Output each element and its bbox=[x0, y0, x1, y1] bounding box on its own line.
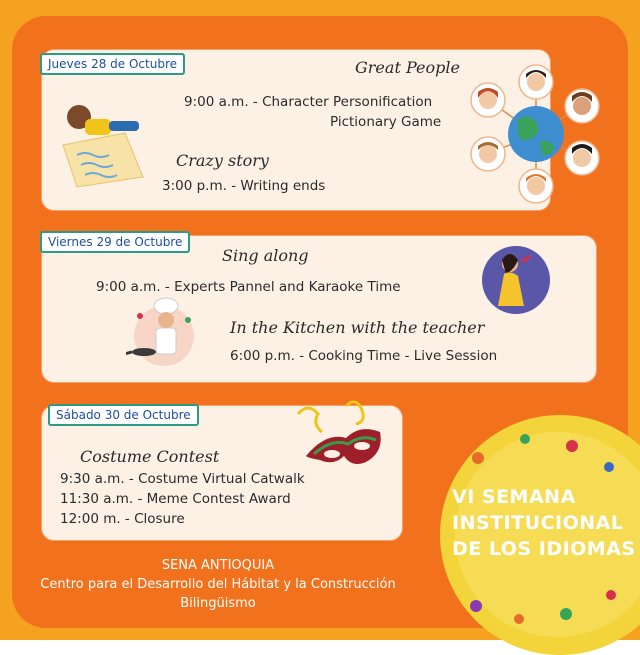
day1-event2-line: 3:00 p.m. - Writing ends bbox=[162, 178, 326, 194]
day1-event1-line2: Pictionary Game bbox=[330, 114, 442, 130]
event-badge-title bbox=[452, 484, 637, 562]
people-globe-illustration bbox=[468, 62, 608, 210]
decor-dot bbox=[472, 452, 484, 464]
decor-dot bbox=[514, 614, 524, 624]
day1-event1-line1: 9:00 a.m. - Character Personification bbox=[184, 94, 433, 110]
day3-line1: 9:30 a.m. - Costume Virtual Catwalk bbox=[60, 471, 305, 487]
footer-line2: Centro para el Desarrollo del Hábitat y la Construcción bbox=[40, 577, 396, 592]
decor-dot bbox=[566, 440, 578, 452]
badge-line1: VI SEMANA bbox=[452, 486, 576, 508]
singer-illustration bbox=[476, 242, 556, 318]
day2-date-tag: Viernes 29 de Octubre bbox=[40, 231, 190, 253]
carnival-mask-illustration bbox=[292, 398, 392, 480]
badge-line3: DE LOS IDIOMAS bbox=[452, 538, 636, 560]
decor-dot bbox=[470, 600, 482, 612]
decor-dot bbox=[560, 608, 572, 620]
day3-date-tag: Sábado 30 de Octubre bbox=[48, 404, 199, 426]
sing-along-title: Sing along bbox=[222, 246, 309, 265]
day1-date-tag: Jueves 28 de Octubre bbox=[40, 53, 185, 75]
chef-illustration bbox=[126, 296, 206, 372]
decor-dot bbox=[604, 462, 614, 472]
day3-line2: 11:30 a.m. - Meme Contest Award bbox=[60, 491, 291, 507]
footer-line3: Bilingüismo bbox=[180, 596, 256, 611]
decor-dot bbox=[606, 590, 616, 600]
footer-line1: SENA ANTIOQUIA bbox=[161, 558, 275, 573]
decor-dot bbox=[520, 434, 530, 444]
writing-person-illustration bbox=[55, 95, 155, 190]
great-people-title: Great People bbox=[355, 58, 460, 77]
day2-event1-line: 9:00 a.m. - Experts Pannel and Karaoke Time bbox=[96, 279, 401, 295]
crazy-story-title: Crazy story bbox=[176, 151, 269, 170]
badge-line2: INSTITUCIONAL bbox=[452, 512, 624, 534]
kitchen-title: In the Kitchen with the teacher bbox=[230, 318, 485, 337]
costume-contest-title: Costume Contest bbox=[80, 447, 220, 466]
day3-line3: 12:00 m. - Closure bbox=[60, 511, 185, 527]
day2-event2-line: 6:00 p.m. - Cooking Time - Live Session bbox=[230, 348, 498, 364]
